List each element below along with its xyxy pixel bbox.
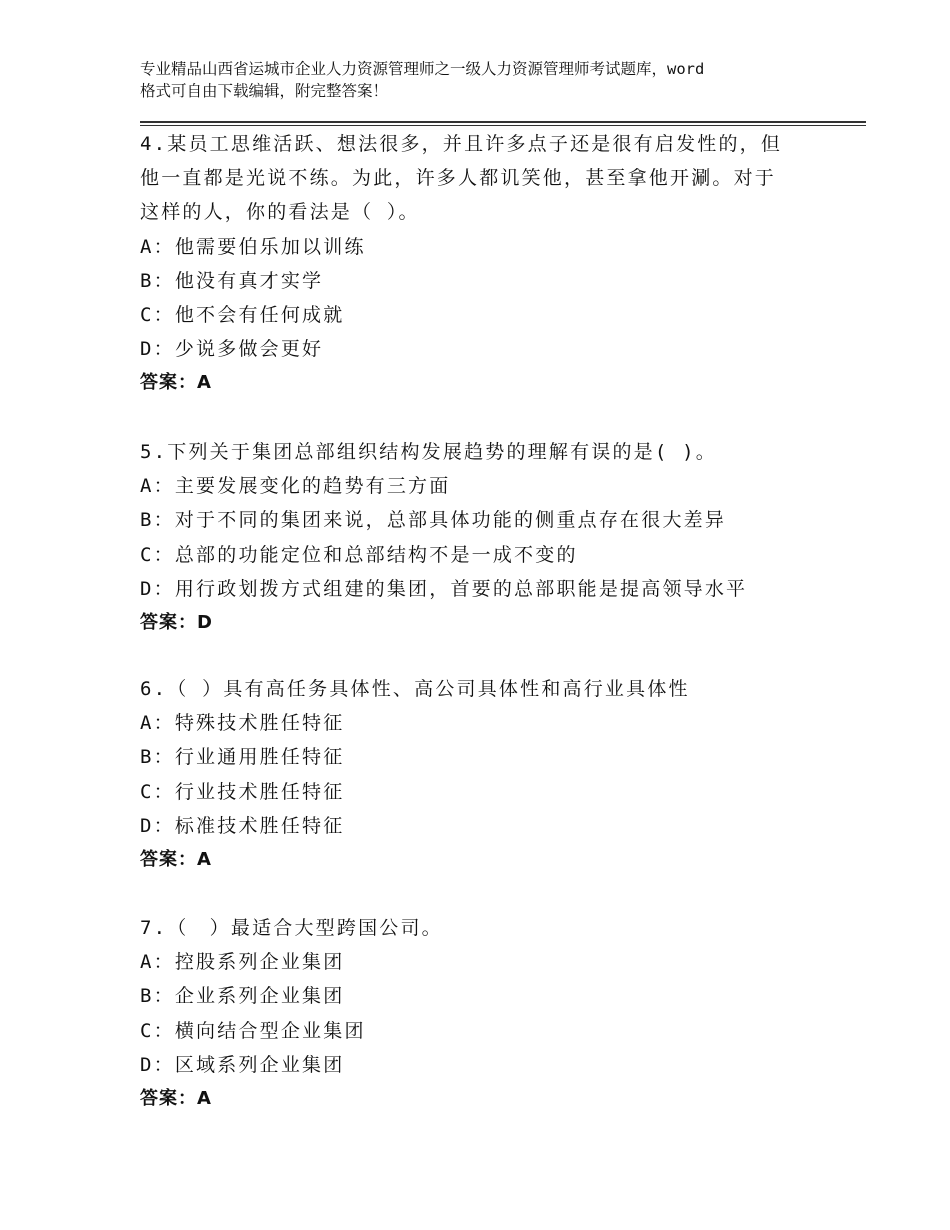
option-a: A：主要发展变化的趋势有三方面: [140, 475, 451, 498]
option-d: D：少说多做会更好: [140, 338, 324, 361]
question-stem-line: 5.下列关于集团总部组织结构发展趋势的理解有误的是( )。: [140, 441, 717, 463]
question-stem-line: 这样的人，你的看法是（ ）。: [140, 201, 420, 224]
answer-label: 答案：D: [140, 612, 213, 634]
question-stem-line: 他一直都是光说不练。为此，许多人都讥笑他，甚至拿他开涮。对于: [140, 167, 777, 190]
option-a: A：特殊技术胜任特征: [140, 712, 345, 735]
option-b: B：企业系列企业集团: [140, 985, 345, 1008]
answer-label: 答案：A: [140, 849, 212, 871]
answer-label: 答案：A: [140, 1088, 212, 1110]
option-a: A：他需要伯乐加以训练: [140, 235, 366, 258]
question-6: [140, 672, 690, 877]
question-stem-line: 7.（ ）最适合大型跨国公司。: [140, 917, 443, 939]
option-c: C：总部的功能定位和总部结构不是一成不变的: [140, 543, 578, 566]
option-b: B：对于不同的集团来说，总部具体功能的侧重点存在很大差异: [140, 509, 727, 532]
header-divider-thin: [140, 125, 866, 126]
option-d: D：区域系列企业集团: [140, 1053, 345, 1076]
question-7: [140, 911, 443, 1116]
option-b: B：行业通用胜任特征: [140, 746, 345, 769]
question-stem-line: 4.某员工思维活跃、想法很多，并且许多点子还是很有启发性的，但: [140, 133, 783, 155]
answer-label: 答案：A: [140, 372, 212, 394]
option-c: C：横向结合型企业集团: [140, 1019, 366, 1042]
option-b: B：他没有真才实学: [140, 269, 324, 292]
option-d: D：标准技术胜任特征: [140, 814, 345, 837]
option-c: C：他不会有任何成就: [140, 304, 345, 327]
header-line-2: 格式可自由下载编辑，附完整答案！: [140, 82, 389, 100]
option-c: C：行业技术胜任特征: [140, 780, 345, 803]
question-5: [140, 435, 747, 640]
question-stem-line: 6.（ ）具有高任务具体性、高公司具体性和高行业具体性: [140, 678, 690, 700]
header-line-1: 专业精品山西省运城市企业人力资源管理师之一级人力资源管理师考试题库，word: [140, 60, 705, 78]
header-divider-thick: [140, 121, 866, 123]
option-d: D：用行政划拨方式组建的集团，首要的总部职能是提高领导水平: [140, 577, 748, 600]
option-a: A：控股系列企业集团: [140, 951, 345, 974]
question-4: [140, 127, 782, 400]
document-header: [140, 58, 840, 102]
